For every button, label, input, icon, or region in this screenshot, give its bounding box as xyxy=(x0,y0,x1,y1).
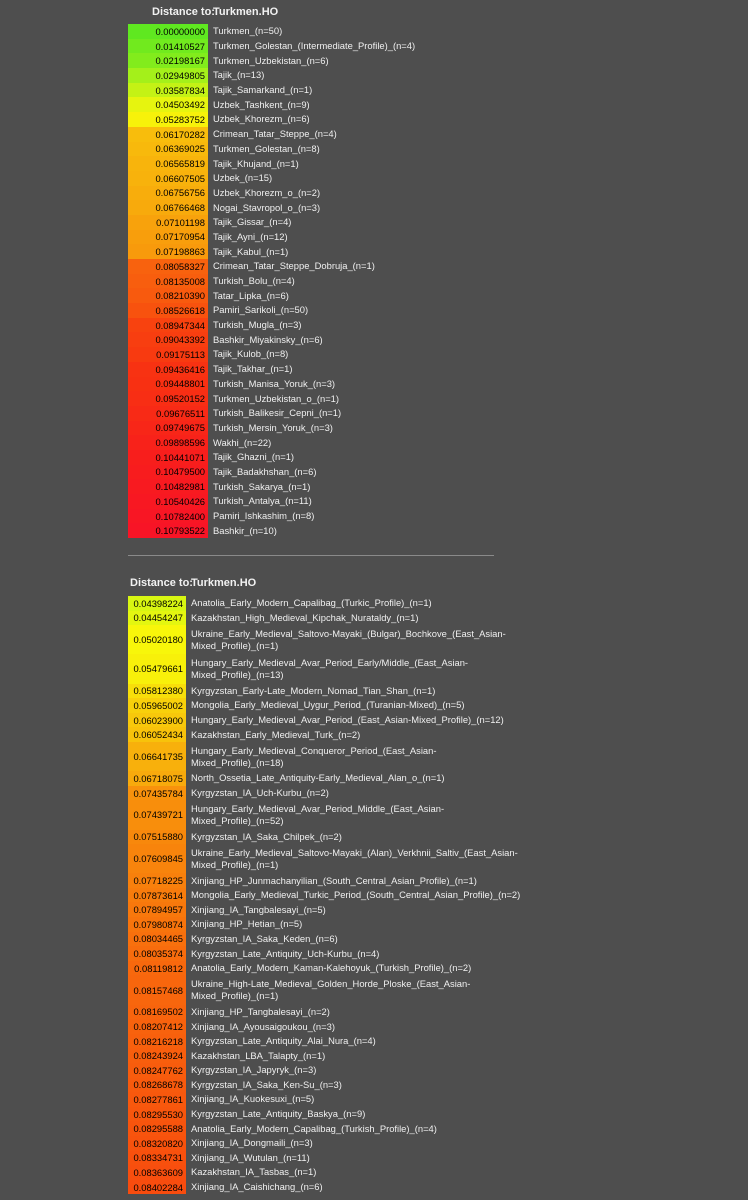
distance-value-cell: 0.07515880 xyxy=(128,830,186,845)
distance-value-cell: 0.09436416 xyxy=(128,362,208,377)
distance-value-cell: 0.09448801 xyxy=(128,377,208,392)
population-label: Xinjiang_HP_Hetian_(n=5) xyxy=(191,918,303,930)
table-row xyxy=(128,244,513,259)
population-label: Uzbek_(n=15) xyxy=(213,172,273,184)
table-row xyxy=(128,596,521,611)
population-label: Kyrgyzstan_IA_Japyryk_(n=3) xyxy=(191,1064,317,1076)
table2-header-target: Turkmen.HO xyxy=(191,577,257,589)
population-label: Kazakhstan_LBA_Talapty_(n=1) xyxy=(191,1049,326,1061)
population-label: Xinjiang_HP_Junmachanyilian_(South_Central_Asian_Profile)_(n=1) xyxy=(191,874,477,886)
population-label: Kyrgyzstan_IA_Saka_Keden_(n=6) xyxy=(191,932,338,944)
distance-value-cell: 0.09749675 xyxy=(128,421,208,436)
distance-value-cell: 0.09175113 xyxy=(128,347,208,362)
table-row xyxy=(128,523,513,538)
table-row xyxy=(128,318,513,333)
population-label: Kyrgyzstan_Late_Antiquity_Baskya_(n=9) xyxy=(191,1108,366,1120)
population-label: Tajik_Ghazni_(n=1) xyxy=(213,451,295,463)
section-divider xyxy=(128,555,494,556)
distance-value-cell: 0.08247762 xyxy=(128,1063,186,1078)
table-row xyxy=(128,830,521,845)
distance-value-cell: 0.08947344 xyxy=(128,318,208,333)
population-label: Tatar_Lipka_(n=6) xyxy=(213,289,289,301)
distance-value-cell: 0.07718225 xyxy=(128,873,186,888)
table-row xyxy=(128,53,513,68)
population-label: Kyrgyzstan_Late_Antiquity_Alai_Nura_(n=4) xyxy=(191,1035,376,1047)
table-row xyxy=(128,786,521,801)
distance-value-cell: 0.08058327 xyxy=(128,259,208,274)
distance-value-cell: 0.08295530 xyxy=(128,1107,186,1122)
population-label: Tajik_Takhar_(n=1) xyxy=(213,363,293,375)
distance-value-cell: 0.08210390 xyxy=(128,288,208,303)
table-row xyxy=(128,142,513,157)
population-label: Uzbek_Khorezm_o_(n=2) xyxy=(213,186,321,198)
distance-value-cell: 0.08034465 xyxy=(128,932,186,947)
population-label: Turkmen_Uzbekistan_o_(n=1) xyxy=(213,392,340,404)
table-row xyxy=(128,377,513,392)
distance-value-cell: 0.06052434 xyxy=(128,727,186,742)
population-label: Xinjiang_IA_Kuokesuxi_(n=5) xyxy=(191,1093,315,1105)
distance-value-cell: 0.08243924 xyxy=(128,1048,186,1063)
table-row xyxy=(128,127,513,142)
table-row xyxy=(128,946,521,961)
population-label: Bashkir_Miyakinsky_(n=6) xyxy=(213,333,323,345)
population-label: Turkish_Mugla_(n=3) xyxy=(213,319,302,331)
distance-value-cell: 0.06756756 xyxy=(128,186,208,201)
table-row xyxy=(128,1180,521,1195)
table-row xyxy=(128,742,521,771)
population-label: Xinjiang_IA_Tangbalesayi_(n=5) xyxy=(191,903,326,915)
table-row xyxy=(128,494,513,509)
distance-value-cell: 0.06565819 xyxy=(128,156,208,171)
table-row xyxy=(128,1121,521,1136)
distance-value-cell: 0.05479661 xyxy=(128,654,186,683)
table-row xyxy=(128,888,521,903)
population-label: Turkish_Bolu_(n=4) xyxy=(213,275,295,287)
population-label: Tajik_Kabul_(n=1) xyxy=(213,245,289,257)
table-row xyxy=(128,215,513,230)
distance-value-cell: 0.08295588 xyxy=(128,1121,186,1136)
table-row xyxy=(128,68,513,83)
distance-value-cell: 0.04454247 xyxy=(128,611,186,626)
population-label: Turkish_Mersin_Yoruk_(n=3) xyxy=(213,421,333,433)
distance-value-cell: 0.10482981 xyxy=(128,479,208,494)
table-row xyxy=(128,1048,521,1063)
population-label: Xinjiang_IA_Ayousaigoukou_(n=3) xyxy=(191,1020,335,1032)
table-row xyxy=(128,1092,521,1107)
table-row xyxy=(128,274,513,289)
population-label: Turkmen_(n=50) xyxy=(213,25,283,37)
distance-value-cell: 0.10540426 xyxy=(128,494,208,509)
population-label: Pamiri_Sarikoli_(n=50) xyxy=(213,304,309,316)
population-label: Hungary_Early_Medieval_Conqueror_Period_(East_Asian-Mixed_Profile)_(n=18) xyxy=(191,744,437,768)
distance-value-cell: 0.05812380 xyxy=(128,684,186,699)
population-label: Xinjiang_IA_Dongmaili_(n=3) xyxy=(191,1137,313,1149)
distance-value-cell: 0.07894957 xyxy=(128,902,186,917)
table-row xyxy=(128,975,521,1004)
table-row xyxy=(128,684,521,699)
table-row xyxy=(128,800,521,829)
table-row xyxy=(128,654,521,683)
distance-value-cell: 0.05283752 xyxy=(128,112,208,127)
distance-value-cell: 0.07170954 xyxy=(128,230,208,245)
population-label: Tajik_Gissar_(n=4) xyxy=(213,216,292,228)
table-row xyxy=(128,611,521,626)
distance-value-cell: 0.06718075 xyxy=(128,771,186,786)
table-row xyxy=(128,873,521,888)
table-row xyxy=(128,450,513,465)
distance-value-cell: 0.08135008 xyxy=(128,274,208,289)
population-label: Ukraine_High-Late_Medieval_Golden_Horde_Ploske_(East_Asian-Mixed_Profile)_(n=1) xyxy=(191,978,471,1002)
table-row xyxy=(128,200,513,215)
distance-value-cell: 0.06369025 xyxy=(128,142,208,157)
table-row xyxy=(128,727,521,742)
population-label: Turkmen_Golestan_(n=8) xyxy=(213,142,320,154)
population-label: Ukraine_Early_Medieval_Saltovo-Mayaki_(Alan)_Verkhnii_Saltiv_(East_Asian-Mixed_Profile)_(n=1) xyxy=(191,846,518,870)
distance-value-cell: 0.08320820 xyxy=(128,1136,186,1151)
table-row xyxy=(128,83,513,98)
table-row xyxy=(128,771,521,786)
table-row xyxy=(128,156,513,171)
population-label: Turkish_Sakarya_(n=1) xyxy=(213,480,311,492)
table-row xyxy=(128,961,521,976)
table1-header-target: Turkmen.HO xyxy=(213,6,279,18)
population-label: Ukraine_Early_Medieval_Saltovo-Mayaki_(Bulgar)_Bochkove_(East_Asian-Mixed_Profile)_(n=1) xyxy=(191,627,506,651)
population-label: Pamiri_Ishkashim_(n=8) xyxy=(213,510,315,522)
table-row xyxy=(128,362,513,377)
distance-value-cell: 0.07609845 xyxy=(128,844,186,873)
table2-rows xyxy=(128,596,521,1194)
table-row xyxy=(128,479,513,494)
distance-value-cell: 0.10441071 xyxy=(128,450,208,465)
population-label: Tajik_Kulob_(n=8) xyxy=(213,348,289,360)
distance-value-cell: 0.07435784 xyxy=(128,786,186,801)
population-label: Bashkir_(n=10) xyxy=(213,524,277,536)
distance-value-cell: 0.06766468 xyxy=(128,200,208,215)
population-label: Xinjiang_HP_Tangbalesayi_(n=2) xyxy=(191,1005,330,1017)
distance-value-cell: 0.02198167 xyxy=(128,53,208,68)
distance-value-cell: 0.04398224 xyxy=(128,596,186,611)
population-label: Crimean_Tatar_Steppe_Dobruja_(n=1) xyxy=(213,260,375,272)
table2-header-label: Distance to: xyxy=(130,577,193,589)
table-row xyxy=(128,1165,521,1180)
population-label: Turkmen_Golestan_(Intermediate_Profile)_(n=4) xyxy=(213,40,416,52)
distance-value-cell: 0.08363609 xyxy=(128,1165,186,1180)
distance-value-cell: 0.02949805 xyxy=(128,68,208,83)
distance-value-cell: 0.08268678 xyxy=(128,1078,186,1093)
population-label: Mongolia_Early_Medieval_Turkic_Period_(South_Central_Asian_Profile)_(n=2) xyxy=(191,889,521,901)
population-label: Turkish_Balikesir_Cepni_(n=1) xyxy=(213,407,342,419)
distance-value-cell: 0.10793522 xyxy=(128,523,208,538)
table-row xyxy=(128,917,521,932)
distance-value-cell: 0.01410527 xyxy=(128,39,208,54)
distance-value-cell: 0.07198863 xyxy=(128,244,208,259)
population-label: Kyrgyzstan_IA_Saka_Ken-Su_(n=3) xyxy=(191,1078,342,1090)
population-label: Uzbek_Tashkent_(n=9) xyxy=(213,98,310,110)
table-row xyxy=(128,435,513,450)
table-row xyxy=(128,1107,521,1122)
table1-rows xyxy=(128,24,513,538)
population-label: Tajik_Badakhshan_(n=6) xyxy=(213,465,317,477)
table-row xyxy=(128,1151,521,1166)
table-row xyxy=(128,288,513,303)
population-label: Mongolia_Early_Medieval_Uygur_Period_(Turanian-Mixed)_(n=5) xyxy=(191,699,465,711)
population-label: Uzbek_Khorezm_(n=6) xyxy=(213,113,310,125)
table-row xyxy=(128,1019,521,1034)
population-label: Anatolia_Early_Modern_Capalibag_(Turkic_Profile)_(n=1) xyxy=(191,597,432,609)
distance-value-cell: 0.05020180 xyxy=(128,625,186,654)
table-row xyxy=(128,24,513,39)
distance-value-cell: 0.00000000 xyxy=(128,24,208,39)
table-row xyxy=(128,1136,521,1151)
population-label: Kazakhstan_High_Medieval_Kipchak_Nurataldy_(n=1) xyxy=(191,611,419,623)
distance-value-cell: 0.08119812 xyxy=(128,961,186,976)
population-label: Hungary_Early_Medieval_Avar_Period_Early/Middle_(East_Asian-Mixed_Profile)_(n=13) xyxy=(191,656,469,680)
table-row xyxy=(128,230,513,245)
table-row xyxy=(128,1005,521,1020)
population-label: Anatolia_Early_Modern_Kaman-Kalehoyuk_(Turkish_Profile)_(n=2) xyxy=(191,962,472,974)
population-label: Hungary_Early_Medieval_Avar_Period_Middle_(East_Asian-Mixed_Profile)_(n=52) xyxy=(191,802,445,826)
population-label: Crimean_Tatar_Steppe_(n=4) xyxy=(213,128,337,140)
table-row xyxy=(128,625,521,654)
table-row xyxy=(128,509,513,524)
table-row xyxy=(128,932,521,947)
table-row xyxy=(128,421,513,436)
distance-value-cell: 0.07873614 xyxy=(128,888,186,903)
distance-value-cell: 0.08035374 xyxy=(128,946,186,961)
distance-value-cell: 0.07101198 xyxy=(128,215,208,230)
distance-value-cell: 0.07980874 xyxy=(128,917,186,932)
table-row xyxy=(128,332,513,347)
distance-value-cell: 0.08277861 xyxy=(128,1092,186,1107)
population-label: Kyrgyzstan_IA_Saka_Chilpek_(n=2) xyxy=(191,830,342,842)
population-label: Xinjiang_IA_Caishichang_(n=6) xyxy=(191,1181,323,1193)
distance-value-cell: 0.10782400 xyxy=(128,509,208,524)
distance-value-cell: 0.09043392 xyxy=(128,332,208,347)
distance-value-cell: 0.04503492 xyxy=(128,97,208,112)
population-label: Kyrgyzstan_Late_Antiquity_Uch-Kurbu_(n=4) xyxy=(191,947,380,959)
population-label: Turkish_Antalya_(n=11) xyxy=(213,495,312,507)
table1-header-label: Distance to: xyxy=(152,6,215,18)
distance-value-cell: 0.08157468 xyxy=(128,975,186,1004)
population-label: Tajik_(n=13) xyxy=(213,69,265,81)
table-row xyxy=(128,1063,521,1078)
table-row xyxy=(128,1078,521,1093)
table-row xyxy=(128,698,521,713)
population-label: North_Ossetia_Late_Antiquity-Early_Medieval_Alan_o_(n=1) xyxy=(191,772,445,784)
population-label: Kazakhstan_IA_Tasbas_(n=1) xyxy=(191,1166,317,1178)
population-label: Kyrgyzstan_Early-Late_Modern_Nomad_Tian_Shan_(n=1) xyxy=(191,684,436,696)
distance-value-cell: 0.08169502 xyxy=(128,1005,186,1020)
table-row xyxy=(128,171,513,186)
population-label: Anatolia_Early_Modern_Capalibag_(Turkish_Profile)_(n=4) xyxy=(191,1122,437,1134)
distance-value-cell: 0.09520152 xyxy=(128,391,208,406)
distance-value-cell: 0.06641735 xyxy=(128,742,186,771)
distance-value-cell: 0.08334731 xyxy=(128,1151,186,1166)
distance-value-cell: 0.06023900 xyxy=(128,713,186,728)
population-label: Turkish_Manisa_Yoruk_(n=3) xyxy=(213,377,336,389)
table-row xyxy=(128,465,513,480)
table-row xyxy=(128,391,513,406)
population-label: Wakhi_(n=22) xyxy=(213,436,272,448)
population-label: Xinjiang_IA_Wutulan_(n=11) xyxy=(191,1151,310,1163)
distance-value-cell: 0.05965002 xyxy=(128,698,186,713)
table-row xyxy=(128,902,521,917)
population-label: Tajik_Ayni_(n=12) xyxy=(213,230,288,242)
table-row xyxy=(128,713,521,728)
population-label: Hungary_Early_Medieval_Avar_Period_(East_Asian-Mixed_Profile)_(n=12) xyxy=(191,714,504,726)
population-label: Tajik_Samarkand_(n=1) xyxy=(213,84,313,96)
table-row xyxy=(128,303,513,318)
distance-value-cell: 0.08216218 xyxy=(128,1034,186,1049)
distance-value-cell: 0.10479500 xyxy=(128,465,208,480)
distance-value-cell: 0.06607505 xyxy=(128,171,208,186)
population-label: Turkmen_Uzbekistan_(n=6) xyxy=(213,54,329,66)
table-row xyxy=(128,39,513,54)
table-row xyxy=(128,186,513,201)
table-row xyxy=(128,406,513,421)
population-label: Nogai_Stavropol_o_(n=3) xyxy=(213,201,321,213)
distance-value-cell: 0.09676511 xyxy=(128,406,208,421)
table-row xyxy=(128,1034,521,1049)
table-row xyxy=(128,844,521,873)
table-row xyxy=(128,347,513,362)
population-label: Tajik_Khujand_(n=1) xyxy=(213,157,299,169)
distance-value-cell: 0.08207412 xyxy=(128,1019,186,1034)
distance-value-cell: 0.07439721 xyxy=(128,800,186,829)
table-row xyxy=(128,259,513,274)
table-row xyxy=(128,112,513,127)
distance-value-cell: 0.08526618 xyxy=(128,303,208,318)
population-label: Kyrgyzstan_IA_Uch-Kurbu_(n=2) xyxy=(191,787,329,799)
distance-value-cell: 0.09898596 xyxy=(128,435,208,450)
table-row xyxy=(128,97,513,112)
distance-value-cell: 0.03587834 xyxy=(128,83,208,98)
population-label: Kazakhstan_Early_Medieval_Turk_(n=2) xyxy=(191,728,361,740)
distance-value-cell: 0.06170282 xyxy=(128,127,208,142)
distance-value-cell: 0.08402284 xyxy=(128,1180,186,1195)
